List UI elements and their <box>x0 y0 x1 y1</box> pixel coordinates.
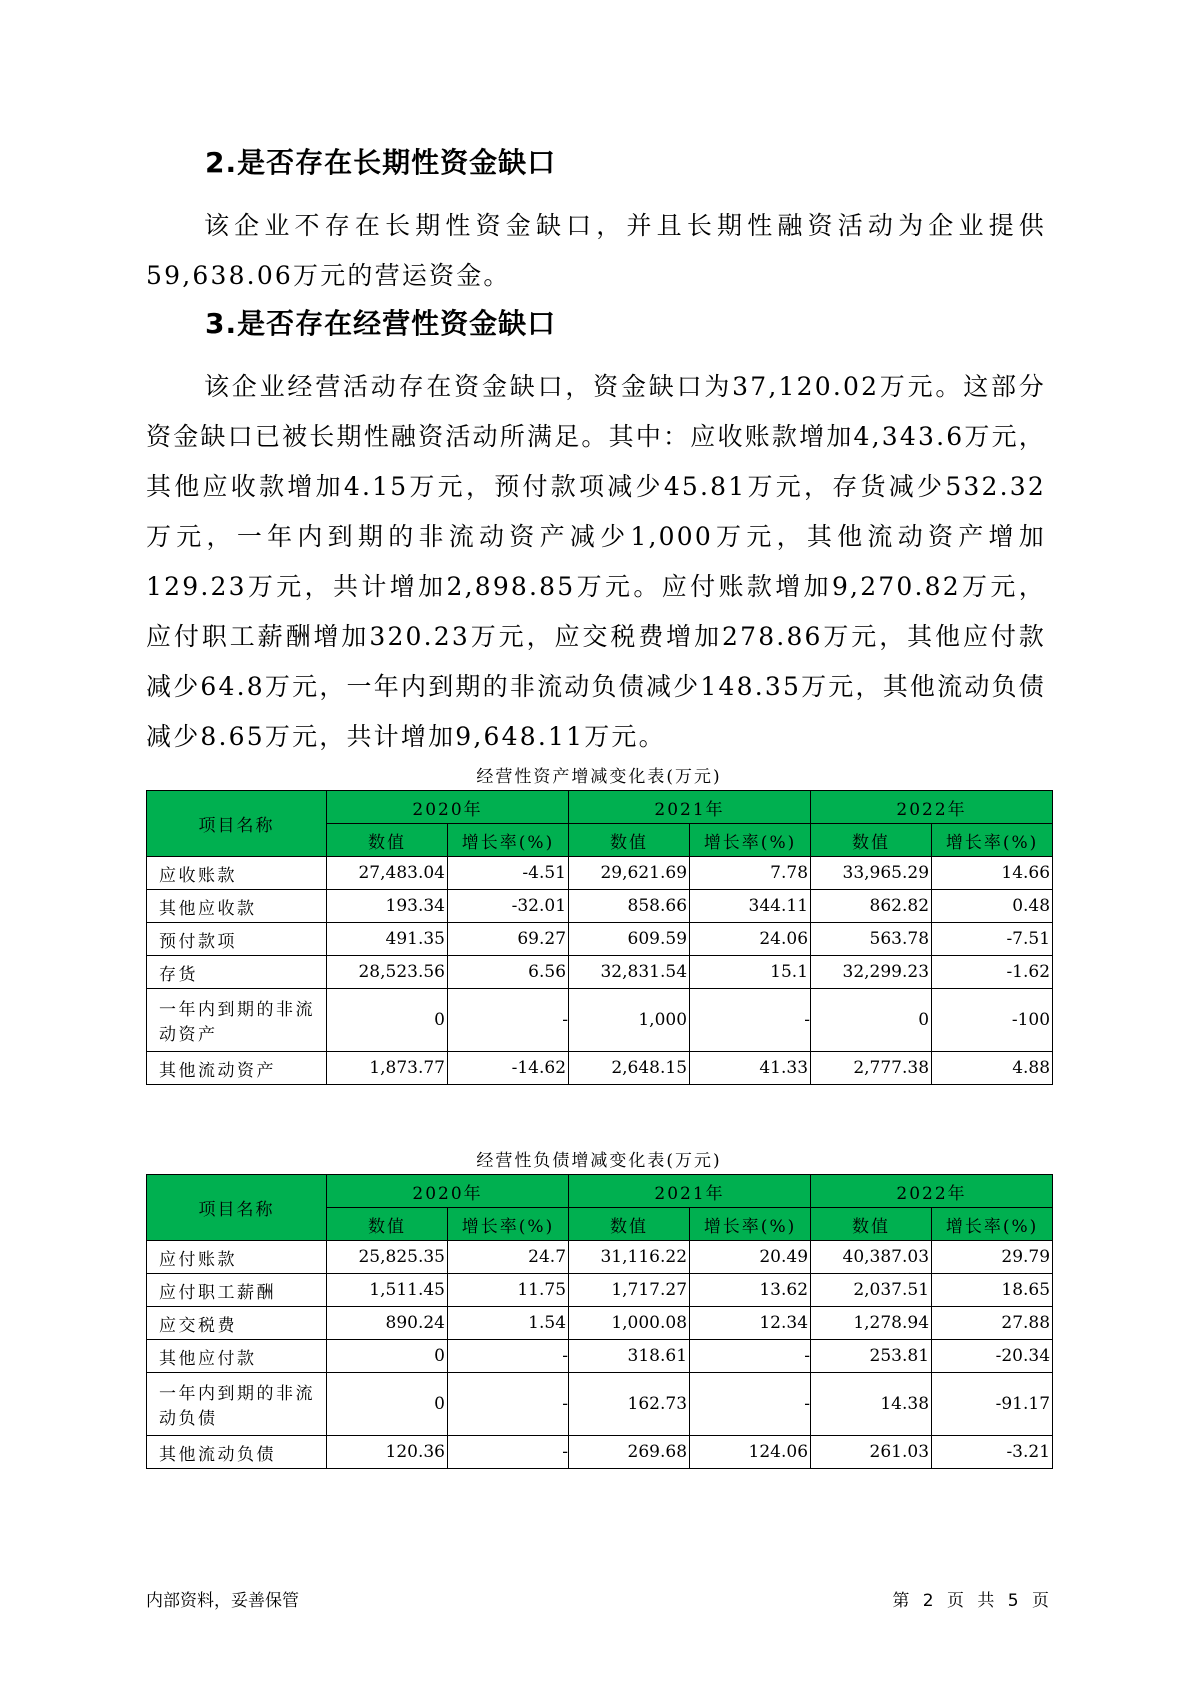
assets-table <box>146 790 1053 1085</box>
value-cell: 25,825.35 <box>327 1241 448 1274</box>
section-2-heading: 2.是否存在长期性资金缺口 <box>205 146 557 179</box>
header-value: 数值 <box>811 824 932 857</box>
value-cell: 0 <box>327 1373 448 1436</box>
growth-rate-cell: 69.27 <box>448 923 569 956</box>
value-cell: 14.38 <box>811 1373 932 1436</box>
growth-rate-cell: -1.62 <box>932 956 1053 989</box>
header-value: 数值 <box>327 824 448 857</box>
header-growth-rate: 增长率(%) <box>448 824 569 857</box>
row-item-name: 应交税费 <box>147 1307 327 1340</box>
growth-rate-cell: 12.34 <box>690 1307 811 1340</box>
header-value: 数值 <box>811 1208 932 1241</box>
growth-rate-cell: 29.79 <box>932 1241 1053 1274</box>
liabilities-table <box>146 1174 1053 1469</box>
value-cell: 1,000.08 <box>569 1307 690 1340</box>
growth-rate-cell: 1.54 <box>448 1307 569 1340</box>
growth-rate-cell: -91.17 <box>932 1373 1053 1436</box>
value-cell: 32,299.23 <box>811 956 932 989</box>
growth-rate-cell: -4.51 <box>448 857 569 890</box>
row-item-name: 应付账款 <box>147 1241 327 1274</box>
section-2-text: 该企业不存在长期性资金缺口，并且长期性融资活动为企业提供59,638.06万元的营运资金。 <box>146 211 1046 290</box>
footer-page-number: 第 2 页 共 5 页 <box>892 1591 1051 1611</box>
table-row <box>147 1436 1053 1469</box>
header-year-2022: 2022年 <box>811 1175 1053 1208</box>
growth-rate-cell: -20.34 <box>932 1340 1053 1373</box>
section-3-text: 该企业经营活动存在资金缺口，资金缺口为37,120.02万元。这部分资金缺口已被长期性融资活动所满足。其中：应收账款增加4,343.6万元，其他应收款增加4.15万元，预付款项减少45.81万元，存货减少532.32万元，一年内到期的非流动资产减少1,000万元，其他流动资产增加129.23万元，共计增加2,898.85万元。应付账款增加9,270.82万元，应付职工薪酬增加320.23万元，应交税费增加278.86万元，其他应付款减少64.8万元，一年内到期的非流动负债减少148.35万元，其他流动负债减少8.65万元，共计增加9,648.11万元。 <box>146 372 1046 751</box>
value-cell: 1,000 <box>569 989 690 1052</box>
growth-rate-cell: -7.51 <box>932 923 1053 956</box>
growth-rate-cell: 20.49 <box>690 1241 811 1274</box>
growth-rate-cell: 6.56 <box>448 956 569 989</box>
row-item-name: 预付款项 <box>147 923 327 956</box>
table-row <box>147 956 1053 989</box>
footer-confidential-note: 内部资料，妥善保管 <box>146 1591 299 1611</box>
row-item-name: 存货 <box>147 956 327 989</box>
growth-rate-cell: - <box>690 989 811 1052</box>
value-cell: 0 <box>327 1340 448 1373</box>
table-row <box>147 1307 1053 1340</box>
growth-rate-cell: - <box>448 1340 569 1373</box>
growth-rate-cell: - <box>690 1340 811 1373</box>
value-cell: 0 <box>811 989 932 1052</box>
value-cell: 27,483.04 <box>327 857 448 890</box>
value-cell: 609.59 <box>569 923 690 956</box>
table-row <box>147 1052 1053 1085</box>
row-item-name: 其他应收款 <box>147 890 327 923</box>
value-cell: 318.61 <box>569 1340 690 1373</box>
growth-rate-cell: 7.78 <box>690 857 811 890</box>
table-row <box>147 1373 1053 1436</box>
growth-rate-cell: 24.06 <box>690 923 811 956</box>
row-item-name: 其他应付款 <box>147 1340 327 1373</box>
header-year-2020: 2020年 <box>327 1175 569 1208</box>
growth-rate-cell: -32.01 <box>448 890 569 923</box>
growth-rate-cell: 0.48 <box>932 890 1053 923</box>
growth-rate-cell: 24.7 <box>448 1241 569 1274</box>
row-item-name: 一年内到期的非流动资产 <box>147 989 327 1052</box>
growth-rate-cell: -100 <box>932 989 1053 1052</box>
value-cell: 890.24 <box>327 1307 448 1340</box>
liabilities-table-caption: 经营性负债增减变化表(万元) <box>476 1151 722 1171</box>
header-value: 数值 <box>569 824 690 857</box>
header-item-name: 项目名称 <box>147 791 327 857</box>
growth-rate-cell: 41.33 <box>690 1052 811 1085</box>
table-row <box>147 1340 1053 1373</box>
header-growth-rate: 增长率(%) <box>932 824 1053 857</box>
growth-rate-cell: 344.11 <box>690 890 811 923</box>
value-cell: 2,037.51 <box>811 1274 932 1307</box>
table-row <box>147 857 1053 890</box>
growth-rate-cell: 4.88 <box>932 1052 1053 1085</box>
growth-rate-cell: - <box>448 1436 569 1469</box>
value-cell: 33,965.29 <box>811 857 932 890</box>
growth-rate-cell: 14.66 <box>932 857 1053 890</box>
value-cell: 28,523.56 <box>327 956 448 989</box>
growth-rate-cell: - <box>448 1373 569 1436</box>
growth-rate-cell: 124.06 <box>690 1436 811 1469</box>
header-year-2022: 2022年 <box>811 791 1053 824</box>
assets-table-caption: 经营性资产增减变化表(万元) <box>476 767 722 787</box>
growth-rate-cell: -14.62 <box>448 1052 569 1085</box>
header-value: 数值 <box>327 1208 448 1241</box>
value-cell: 261.03 <box>811 1436 932 1469</box>
value-cell: 40,387.03 <box>811 1241 932 1274</box>
table-row <box>147 1274 1053 1307</box>
header-year-2021: 2021年 <box>569 791 811 824</box>
value-cell: 1,873.77 <box>327 1052 448 1085</box>
section-2-paragraph <box>146 201 1046 301</box>
table-row <box>147 923 1053 956</box>
value-cell: 193.34 <box>327 890 448 923</box>
value-cell: 120.36 <box>327 1436 448 1469</box>
header-value: 数值 <box>569 1208 690 1241</box>
value-cell: 563.78 <box>811 923 932 956</box>
header-growth-rate: 增长率(%) <box>448 1208 569 1241</box>
value-cell: 2,648.15 <box>569 1052 690 1085</box>
growth-rate-cell: - <box>690 1373 811 1436</box>
section-3-paragraph <box>146 362 1046 762</box>
value-cell: 862.82 <box>811 890 932 923</box>
value-cell: 858.66 <box>569 890 690 923</box>
row-item-name: 其他流动资产 <box>147 1052 327 1085</box>
value-cell: 2,777.38 <box>811 1052 932 1085</box>
growth-rate-cell: -3.21 <box>932 1436 1053 1469</box>
row-item-name: 其他流动负债 <box>147 1436 327 1469</box>
value-cell: 162.73 <box>569 1373 690 1436</box>
growth-rate-cell: 11.75 <box>448 1274 569 1307</box>
header-year-2020: 2020年 <box>327 791 569 824</box>
growth-rate-cell: 27.88 <box>932 1307 1053 1340</box>
table-row <box>147 989 1053 1052</box>
row-item-name: 应付职工薪酬 <box>147 1274 327 1307</box>
growth-rate-cell: 13.62 <box>690 1274 811 1307</box>
value-cell: 31,116.22 <box>569 1241 690 1274</box>
value-cell: 491.35 <box>327 923 448 956</box>
section-3-heading: 3.是否存在经营性资金缺口 <box>205 307 557 340</box>
value-cell: 29,621.69 <box>569 857 690 890</box>
value-cell: 0 <box>327 989 448 1052</box>
table-row <box>147 890 1053 923</box>
row-item-name: 一年内到期的非流动负债 <box>147 1373 327 1436</box>
value-cell: 1,278.94 <box>811 1307 932 1340</box>
growth-rate-cell: 15.1 <box>690 956 811 989</box>
value-cell: 1,717.27 <box>569 1274 690 1307</box>
row-item-name: 应收账款 <box>147 857 327 890</box>
table-row <box>147 1241 1053 1274</box>
growth-rate-cell: - <box>448 989 569 1052</box>
value-cell: 269.68 <box>569 1436 690 1469</box>
value-cell: 32,831.54 <box>569 956 690 989</box>
value-cell: 253.81 <box>811 1340 932 1373</box>
header-growth-rate: 增长率(%) <box>690 1208 811 1241</box>
header-year-2021: 2021年 <box>569 1175 811 1208</box>
header-item-name: 项目名称 <box>147 1175 327 1241</box>
growth-rate-cell: 18.65 <box>932 1274 1053 1307</box>
header-growth-rate: 增长率(%) <box>932 1208 1053 1241</box>
header-growth-rate: 增长率(%) <box>690 824 811 857</box>
value-cell: 1,511.45 <box>327 1274 448 1307</box>
